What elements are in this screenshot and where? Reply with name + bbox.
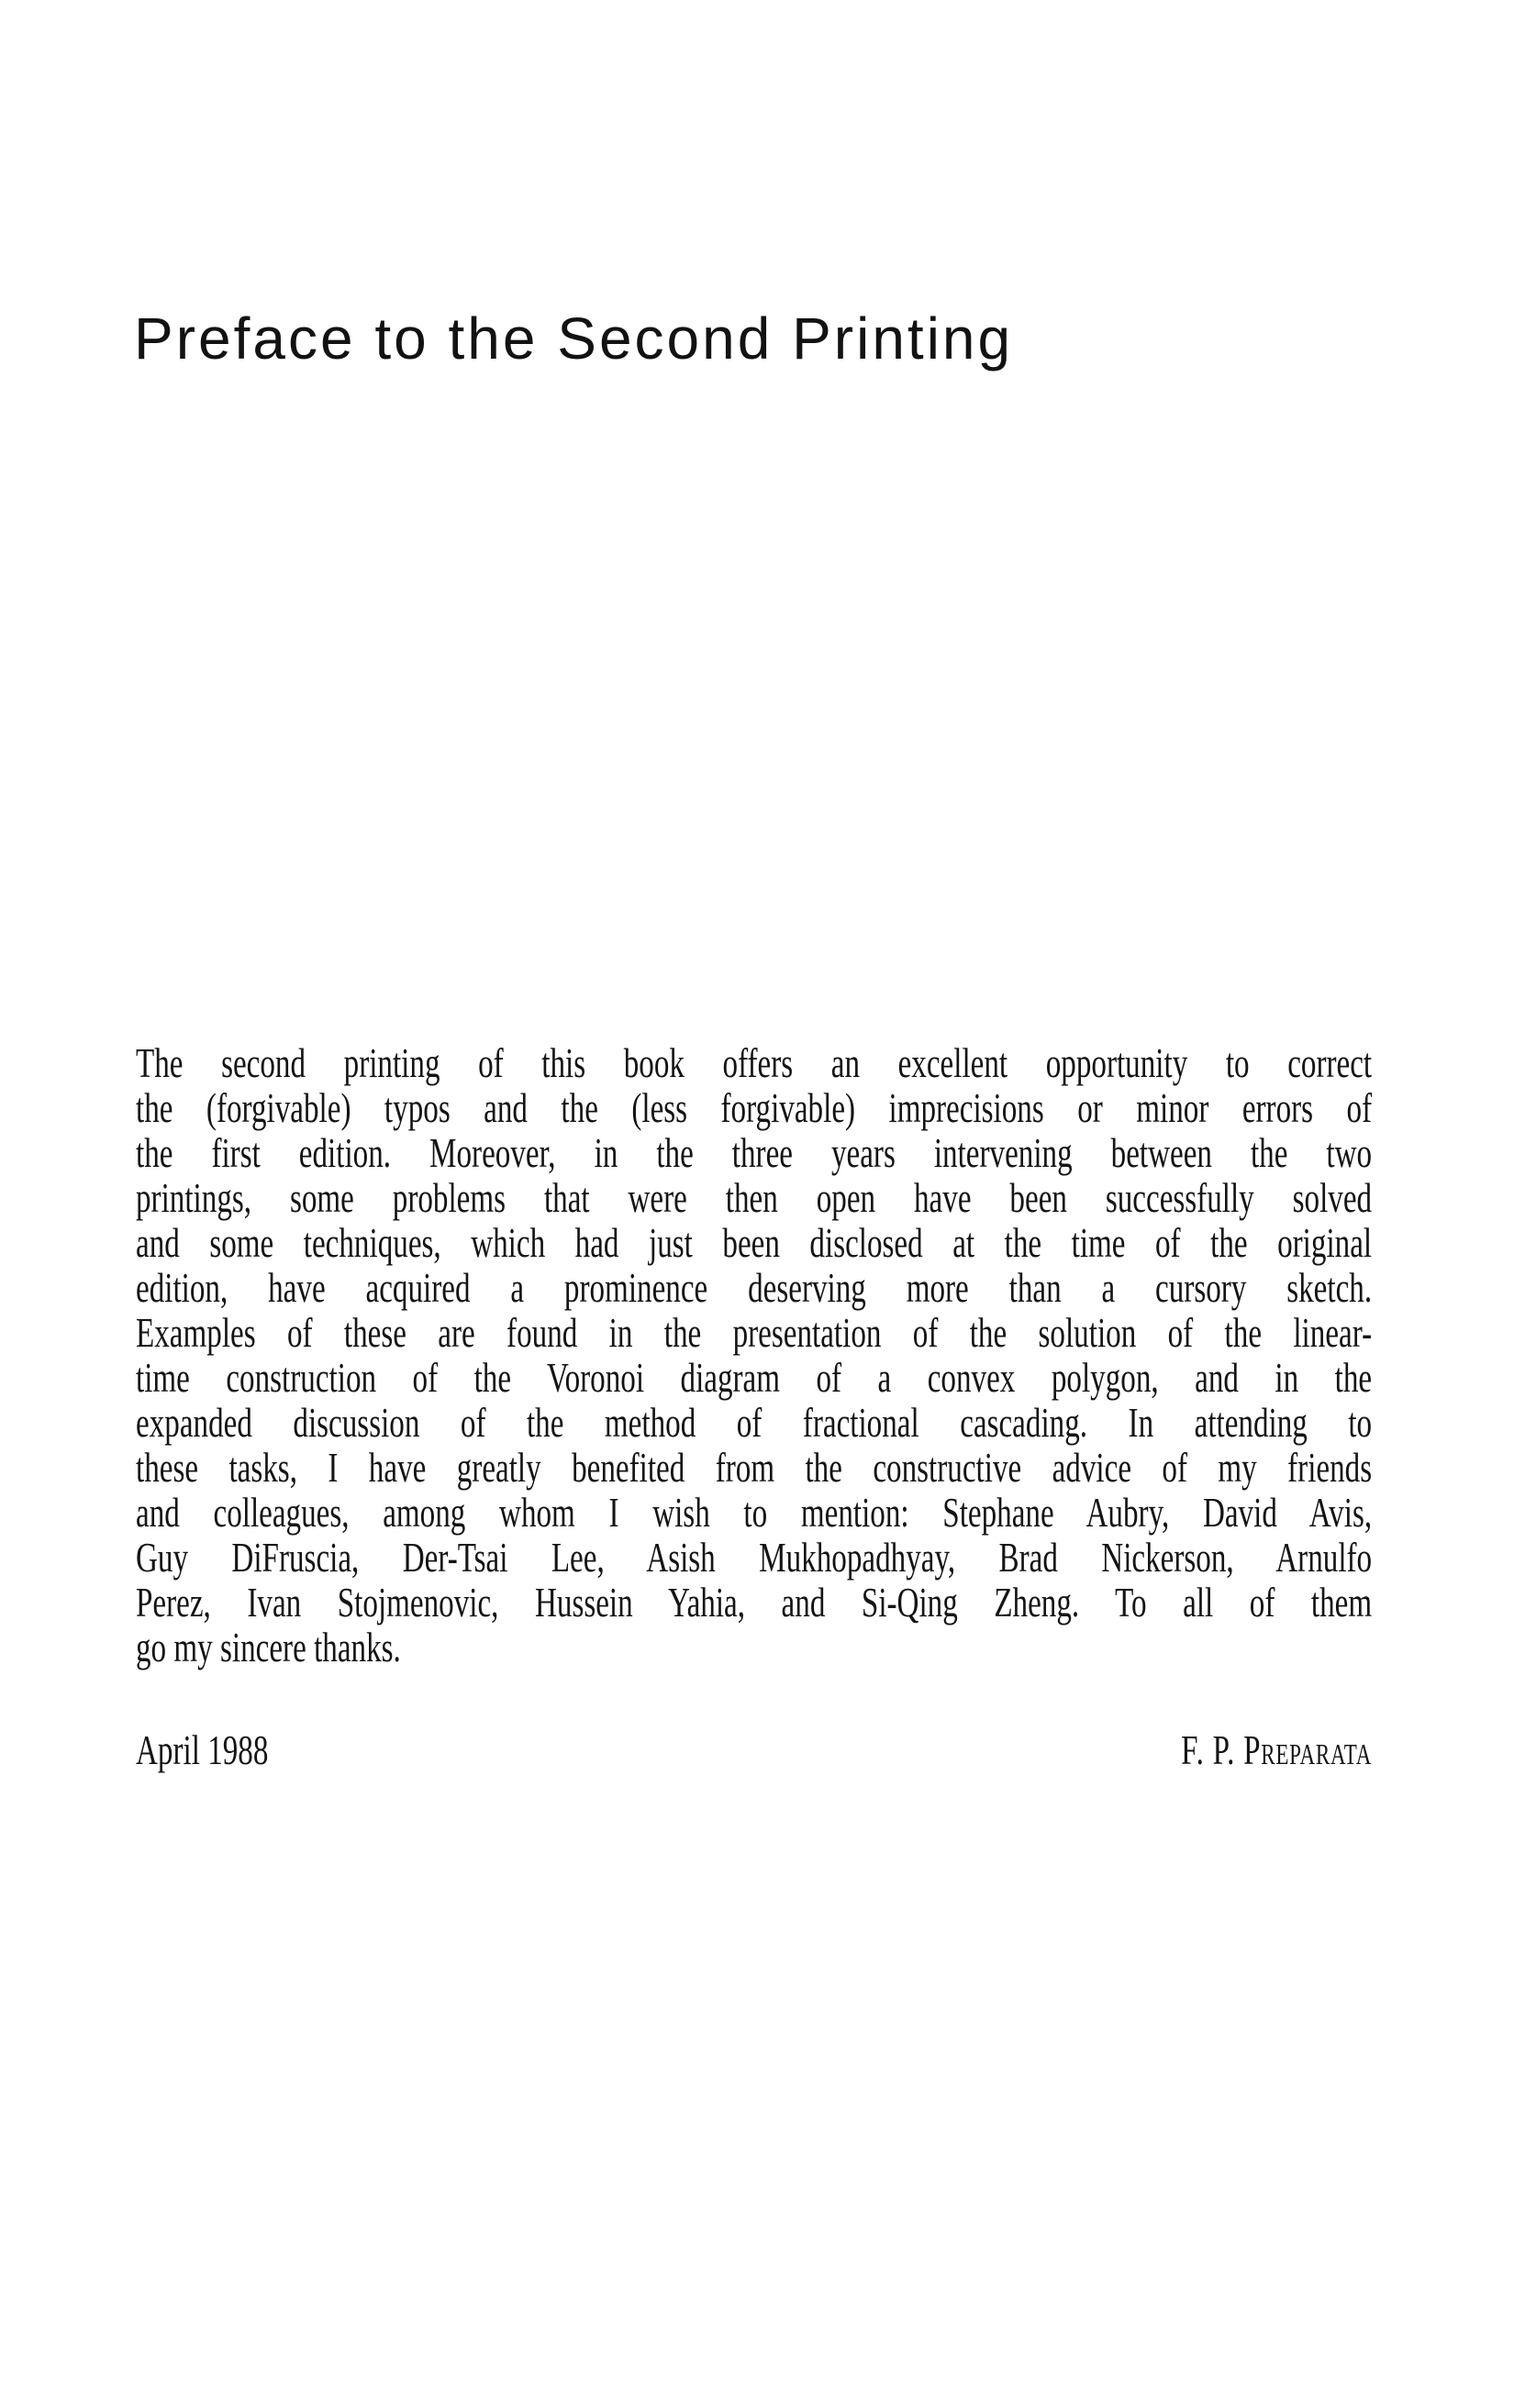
- paragraph-line: the first edition. Moreover, in the three years intervening between the two: [136, 1129, 1373, 1176]
- signoff-row: [136, 1727, 1372, 1772]
- signoff-date: April 1988: [136, 1726, 269, 1773]
- paragraph-line: and some techniques, which had just been disclosed at the time of the original: [136, 1219, 1373, 1266]
- page-title: Preface to the Second Printing: [134, 305, 1014, 372]
- paragraph-line: The second printing of this book offers an excellent opportunity to correct: [136, 1039, 1373, 1086]
- paragraph-line: go my sincere thanks.: [136, 1624, 401, 1670]
- paragraph-line: time construction of the Voronoi diagram of a convex polygon, and in the: [136, 1354, 1373, 1401]
- paragraph-line: Perez, Ivan Stojmenovic, Hussein Yahia, and Si-Qing Zheng. To all of them: [136, 1579, 1373, 1626]
- paragraph-line: the (forgivable) typos and the (less forgivable) imprecisions or minor errors of: [136, 1084, 1373, 1131]
- signoff-author: F. P. Preparata: [1181, 1726, 1373, 1773]
- paragraph-line: expanded discussion of the method of fractional cascading. In attending to: [136, 1399, 1373, 1446]
- preface-paragraph: [136, 1040, 1372, 1670]
- paragraph-line: Guy DiFruscia, Der-Tsai Lee, Asish Mukhopadhyay, Brad Nickerson, Arnulfo: [136, 1534, 1373, 1581]
- paragraph-line: printings, some problems that were then open have been successfully solved: [136, 1174, 1373, 1221]
- paragraph-line: Examples of these are found in the presentation of the solution of the linear-: [136, 1309, 1373, 1356]
- paragraph-line: these tasks, I have greatly benefited from the constructive advice of my friends: [136, 1444, 1373, 1491]
- paragraph-line: and colleagues, among whom I wish to mention: Stephane Aubry, David Avis,: [136, 1489, 1373, 1536]
- paragraph-line: edition, have acquired a prominence deserving more than a cursory sketch.: [136, 1264, 1373, 1311]
